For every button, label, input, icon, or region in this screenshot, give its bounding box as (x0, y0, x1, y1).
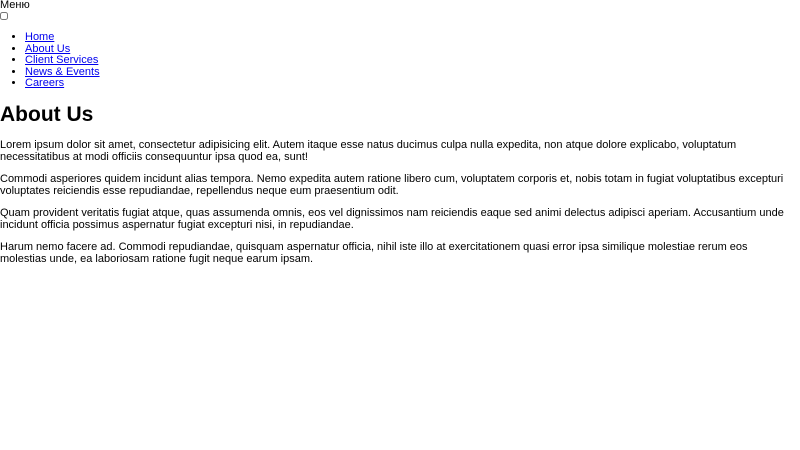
body-paragraph: Lorem ipsum dolor sit amet, consectetur adipisicing elit. Autem itaque esse natus ducimus culpa nulla expedita, non atque dolore explicabo, voluptatum necessitatibus at modi officiis consequuntur ipsa quod ea, sunt! (0, 139, 737, 163)
page-title: About Us (0, 103, 94, 126)
nav-link-client-services[interactable]: Client Services (25, 54, 99, 66)
nav-link-news-events[interactable]: News & Events (25, 65, 100, 78)
nav-link-home[interactable]: Home (25, 31, 55, 43)
body-paragraph: Commodi asperiores quidem incidunt alias tempora. Nemo expedita autem ratione libero cum, voluptatem corporis et, nobis totam in fugiat voluptatibus excepturi voluptates reiciendis esse repudiandae, repellendus neque eum praesentium odit. (0, 173, 784, 197)
nav-link-careers[interactable]: Careers (25, 77, 65, 89)
main-content (0, 139, 790, 275)
nav-item-careers (25, 78, 100, 90)
body-paragraph: Harum nemo facere ad. Commodi repudiandae, quisquam aspernatur officia, nihil iste illo at exercitationem quasi error ipsa similique molestiae rerum eos molestias unde, ea laboriosam ratione fugit neque earum ipsam. (0, 241, 748, 265)
menu-label: Меню (0, 0, 30, 11)
body-paragraph: Quam provident veritatis fugiat atque, quas assumenda omnis, eos vel dignissimos nam reiciendis eaque sed animi delectus adipisci aperiam. Accusantium unde incidunt officia possimus aspernatur fugiat excepturi nisi, in repudiandae. (0, 207, 784, 231)
nav-link-about-us[interactable]: About Us (25, 42, 71, 55)
main-navigation (0, 32, 100, 90)
menu-toggle-checkbox[interactable] (0, 12, 8, 20)
